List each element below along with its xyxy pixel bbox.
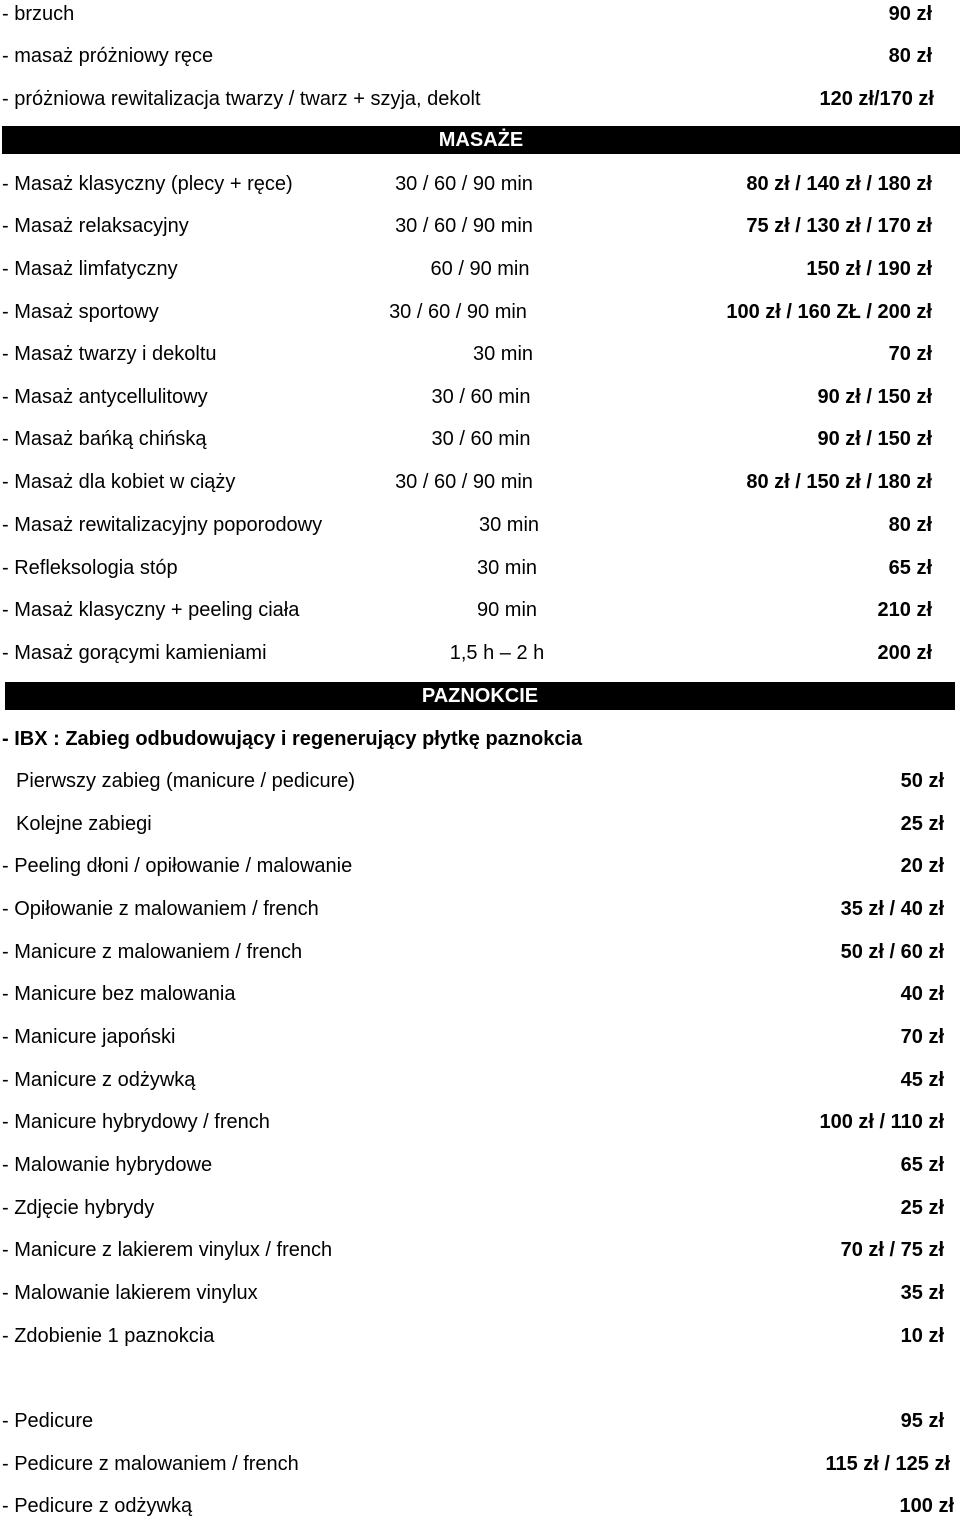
service-price: 80 zł / 140 zł / 180 zł <box>746 173 932 195</box>
service-price: 100 zł <box>899 1495 954 1517</box>
service-name: - Manicure hybrydowy / french <box>2 1111 270 1133</box>
service-duration: 1,5 h – 2 h <box>449 642 545 664</box>
price-row-masaz-antycellulitowy <box>0 384 960 424</box>
price-row-masaz-twarzy <box>0 341 960 381</box>
service-duration: 30 min <box>472 343 534 365</box>
service-price: 70 zł <box>900 1026 944 1048</box>
price-row-nail <box>0 981 960 1021</box>
service-price: 100 zł / 110 zł <box>819 1111 944 1133</box>
price-row-nail <box>0 1237 960 1277</box>
service-name: - Opiłowanie z malowaniem / french <box>2 898 319 920</box>
service-name: - Masaż antycellulitowy <box>2 386 208 408</box>
section-title: PAZNOKCIE <box>421 685 539 707</box>
service-price: 150 zł / 190 zł <box>806 258 932 280</box>
service-price: 10 zł <box>900 1325 944 1347</box>
price-row-masaz-banka <box>0 426 960 466</box>
price-row-masaz-prozniowy <box>0 43 960 83</box>
service-name: - Manicure z odżywką <box>2 1069 196 1091</box>
service-price: 90 zł <box>888 3 932 25</box>
price-row-ibx-pierwszy <box>0 768 960 808</box>
service-price: 65 zł <box>888 557 932 579</box>
service-duration: 30 / 60 min <box>431 428 531 450</box>
price-row-pedicure <box>0 1408 960 1448</box>
service-name: - Masaż limfatyczny <box>2 258 178 280</box>
service-duration: 30 / 60 / 90 min <box>395 471 533 493</box>
service-name: - Masaż klasyczny (plecy + ręce) <box>2 173 293 195</box>
service-price: 45 zł <box>900 1069 944 1091</box>
service-name: - Manicure japoński <box>2 1026 176 1048</box>
service-name: - Masaż rewitalizacyjny poporodowy <box>2 514 323 536</box>
service-name: - Pedicure z odżywką <box>2 1495 193 1517</box>
service-name: - Refleksologia stóp <box>2 557 178 579</box>
service-price: 50 zł / 60 zł <box>840 941 944 963</box>
price-row-masaz-relaksacyjny <box>0 213 960 253</box>
price-row-nail <box>0 1024 960 1064</box>
service-price: 75 zł / 130 zł / 170 zł <box>746 215 932 237</box>
service-price: 200 zł <box>877 642 932 664</box>
service-name: - Masaż relaksacyjny <box>2 215 189 237</box>
price-row-nail <box>0 1152 960 1192</box>
service-name: - Malowanie hybrydowe <box>2 1154 213 1176</box>
service-name: - Zdobienie 1 paznokcia <box>2 1325 215 1347</box>
service-name: - Manicure z lakierem vinylux / french <box>2 1239 333 1261</box>
price-row-nail <box>0 1280 960 1320</box>
price-row-masaz-sportowy <box>0 299 960 339</box>
price-row-pedicure <box>0 1493 960 1533</box>
service-price: 95 zł <box>900 1410 944 1432</box>
service-name: - Masaż twarzy i dekoltu <box>2 343 217 365</box>
service-price: 40 zł <box>900 983 944 1005</box>
service-duration: 30 min <box>476 557 538 579</box>
service-name: - Pedicure <box>2 1410 94 1432</box>
price-row-masaz-limfatyczny <box>0 256 960 296</box>
service-name: - Manicure z malowaniem / french <box>2 941 303 963</box>
service-name: - Manicure bez malowania <box>2 983 236 1005</box>
service-name: - brzuch <box>2 3 75 25</box>
service-price: 70 zł <box>888 343 932 365</box>
service-name: Pierwszy zabieg (manicure / pedicure) <box>16 770 356 792</box>
service-name: - Peeling dłoni / opiłowanie / malowanie <box>2 855 353 877</box>
section-header-masaze <box>2 126 960 154</box>
service-price: 20 zł <box>900 855 944 877</box>
service-duration: 30 / 60 / 90 min <box>395 215 533 237</box>
price-row-rewitalizacja <box>0 86 960 126</box>
service-duration: 90 min <box>476 599 538 621</box>
service-price: 100 zł / 160 ZŁ / 200 zł <box>726 301 932 323</box>
price-row-nail <box>0 1323 960 1363</box>
service-name: - Masaż gorącymi kamieniami <box>2 642 267 664</box>
price-row-masaz-peeling <box>0 597 960 637</box>
service-duration: 60 / 90 min <box>430 258 530 280</box>
service-price: 120 zł/170 zł <box>819 88 934 110</box>
service-duration: 30 / 60 / 90 min <box>389 301 527 323</box>
price-row-nail <box>0 853 960 893</box>
service-name: - Masaż sportowy <box>2 301 159 323</box>
price-row-masaz-poporodowy <box>0 512 960 552</box>
price-row-masaz-klasyczny <box>0 171 960 211</box>
service-name: - Malowanie lakierem vinylux <box>2 1282 258 1304</box>
price-row-masaz-ciaza <box>0 469 960 509</box>
price-row-nail <box>0 1195 960 1235</box>
price-row-refleksologia <box>0 555 960 595</box>
price-row-masaz-kamienie <box>0 640 960 680</box>
service-duration: 30 min <box>478 514 540 536</box>
service-price: 70 zł / 75 zł <box>840 1239 944 1261</box>
service-price: 210 zł <box>877 599 932 621</box>
service-duration: 30 / 60 min <box>431 386 531 408</box>
price-row-nail <box>0 896 960 936</box>
price-row-ibx-kolejne <box>0 811 960 851</box>
service-name: - Pedicure z malowaniem / french <box>2 1453 299 1475</box>
price-row-nail <box>0 939 960 979</box>
service-name: - masaż próżniowy ręce <box>2 45 214 67</box>
service-price: 35 zł <box>900 1282 944 1304</box>
section-title: MASAŻE <box>438 129 524 151</box>
service-price: 90 zł / 150 zł <box>817 386 932 408</box>
service-price: 80 zł <box>888 514 932 536</box>
service-price: 115 zł / 125 zł <box>825 1453 950 1475</box>
price-row-nail <box>0 1109 960 1149</box>
service-name: Kolejne zabiegi <box>16 813 152 835</box>
price-row-brzuch <box>0 1 960 41</box>
service-price: 65 zł <box>900 1154 944 1176</box>
service-price: 80 zł <box>888 45 932 67</box>
service-price: 50 zł <box>900 770 944 792</box>
service-name: - Masaż klasyczny + peeling ciała <box>2 599 300 621</box>
service-price: 35 zł / 40 zł <box>840 898 944 920</box>
service-name: - Zdjęcie hybrydy <box>2 1197 155 1219</box>
service-price: 80 zł / 150 zł / 180 zł <box>746 471 932 493</box>
section-header-paznokcie <box>5 682 955 710</box>
ibx-heading: - IBX : Zabieg odbudowujący i regenerujący płytkę paznokcia <box>2 728 583 750</box>
service-name: - Masaż dla kobiet w ciąży <box>2 471 236 493</box>
service-name: - Masaż bańką chińską <box>2 428 207 450</box>
service-price: 25 zł <box>900 1197 944 1219</box>
service-duration: 30 / 60 / 90 min <box>395 173 533 195</box>
service-price: 90 zł / 150 zł <box>817 428 932 450</box>
service-name: - próżniowa rewitalizacja twarzy / twarz + szyja, dekolt <box>2 88 481 110</box>
price-row-nail <box>0 1067 960 1107</box>
price-row-pedicure <box>0 1451 960 1491</box>
service-price: 25 zł <box>900 813 944 835</box>
ibx-heading-row <box>0 726 960 766</box>
